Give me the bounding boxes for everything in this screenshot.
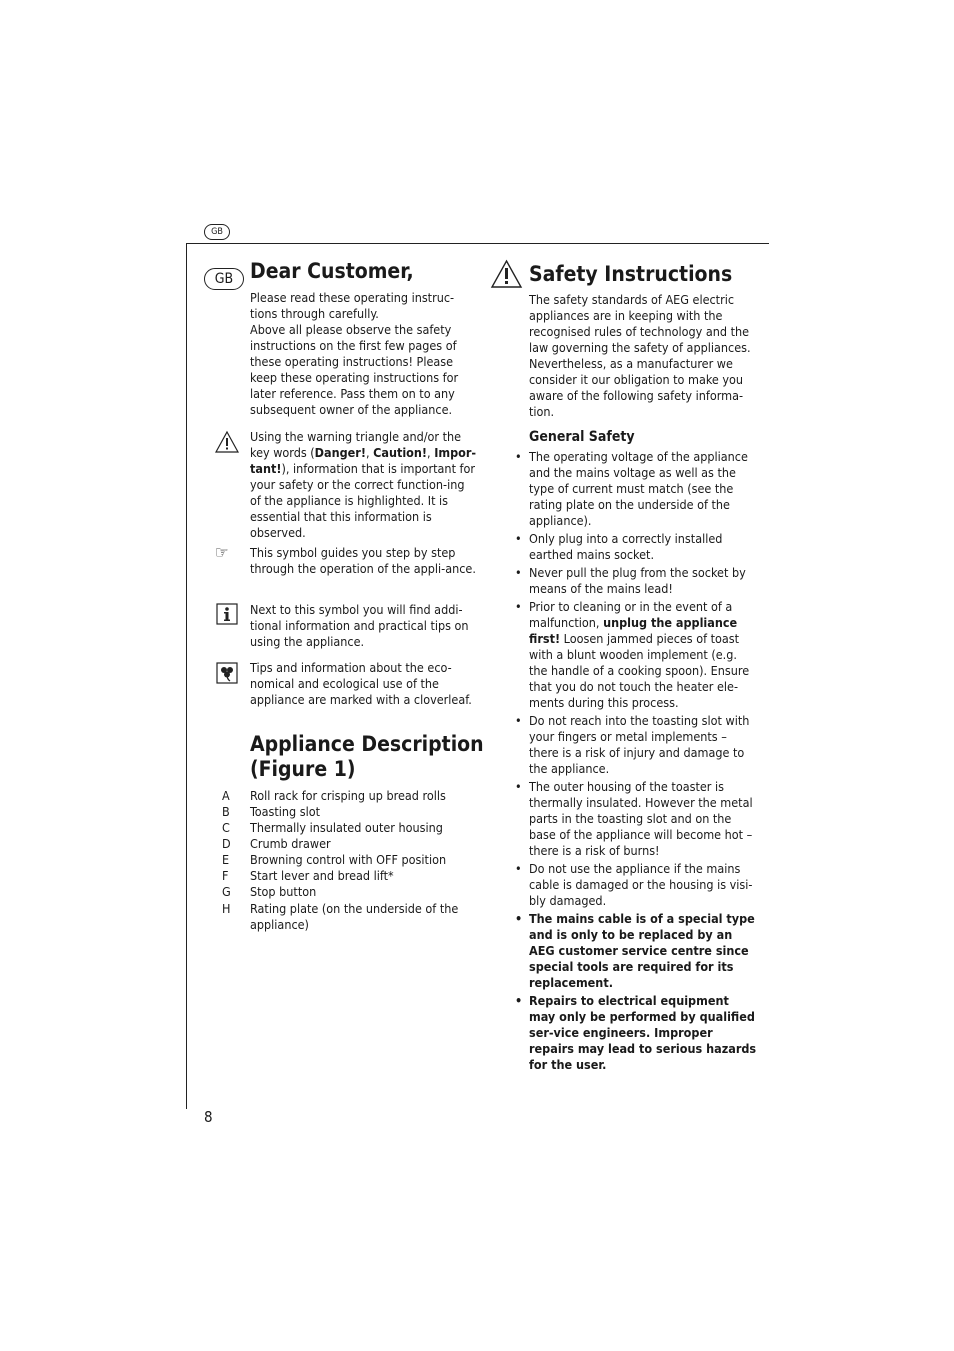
safety-bullet: [529, 599, 757, 711]
intro-block: [250, 290, 478, 418]
appliance-title-line-1: Appliance Description: [250, 732, 484, 756]
keyword-caution: Caution!: [373, 445, 428, 460]
general-safety-list: [529, 449, 757, 1075]
bullet-text-pre: Prior to cleaning or in the event of a malfunction,: [529, 599, 733, 630]
appliance-title-line-2: (Figure 1): [250, 757, 356, 781]
legend-letter: A: [222, 788, 230, 803]
appliance-legend: [222, 788, 482, 948]
safety-bullet: • Never pull the plug from the socket by means of the mains lead!: [529, 565, 757, 597]
info-icon: [216, 603, 238, 625]
warning-triangle-icon: [215, 430, 239, 454]
legend-desc: Crumb drawer: [250, 836, 331, 851]
safety-bullet: • Do not reach into the toasting slot with your fingers or metal implements – there is a risk of injury and damage to the appliance.: [529, 713, 757, 777]
header-rule: [186, 243, 769, 244]
legend-desc: Browning control with OFF position: [250, 852, 447, 867]
intro-paragraph-1: Please read these operating instruc-tions through carefully.: [250, 290, 455, 321]
legend-letter: D: [222, 836, 231, 851]
dear-customer-title: Dear Customer,: [250, 259, 414, 283]
safety-bullet: • Do not use the appliance if the mains cable is damaged or the housing is visi-bly damaged.: [529, 861, 757, 909]
legend-letter: B: [222, 804, 230, 819]
legend-letter: F: [222, 868, 229, 883]
legend-desc: Thermally insulated outer housing: [250, 820, 443, 835]
intro-paragraph-2: Above all please observe the safety instructions on the first few pages of these operating instructions! Please keep these operating instructions for later reference. Pass them on to any subsequent owner of the appliance.: [250, 322, 459, 417]
legend-letter: C: [222, 820, 230, 835]
general-safety-heading: General Safety: [529, 429, 635, 445]
margin-rule: [186, 243, 187, 1109]
cloverleaf-icon: [216, 662, 238, 684]
safety-instructions-title: Safety Instructions: [529, 262, 733, 286]
safety-bullet: • The outer housing of the toaster is thermally insulated. However the metal parts in the toasting slot and on the base of the appliance will become hot – there is a risk of burns!: [529, 779, 757, 859]
legend-desc: Roll rack for crisping up bread rolls: [250, 788, 446, 803]
safety-warning-triangle-icon: [490, 259, 523, 289]
safety-bullet: • Repairs to electrical equipment may only be performed by qualified ser-vice engineers. Improper repairs may lead to serious hazards for the user.: [529, 993, 757, 1073]
safety-bullet: • The operating voltage of the appliance and the mains voltage as well as the type of current must match (see the rating plate on the underside of the appliance).: [529, 449, 757, 529]
info-symbol-text: Next to this symbol you will find addi-tional information and practical tips on using the appliance.: [250, 602, 469, 649]
legend-desc: Toasting slot: [250, 804, 321, 819]
legend-letter: H: [222, 901, 231, 916]
appliance-description-title: [250, 732, 490, 782]
bullet-text-post: Loosen jammed pieces of toast with a blunt wooden implement (e.g. the handle of a cooking spoon). Ensure that you do not touch the heater ele-ments during this process.: [529, 631, 750, 710]
safety-bullet: • The mains cable is of a special type and is only to be replaced by an AEG customer service centre since special tools are required for its replacement.: [529, 911, 757, 991]
bullet-text-bold: unplug the appliance first!: [529, 615, 738, 646]
safety-intro-text: The safety standards of AEG electric appliances are in keeping with the recognised rules of technology and the law governing the safety of appliances. Nevertheless, as a manufacturer we consider it our obligation to make you aware of the following safety informa-tion.: [529, 292, 751, 419]
legend-desc: Start lever and bread lift*: [250, 868, 394, 883]
keyword-important: Impor-tant!: [250, 445, 477, 476]
pointing-hand-icon: ☞: [215, 543, 229, 563]
warning-text: Using the warning triangle and/or the key words (Danger!, Caution!, Impor-tant!), information that is important for your safety or the correct function-ing of the appliance is highlighted. It is essential that this information is observed.: [250, 429, 477, 540]
legend-desc: Rating plate (on the underside of the appliance): [250, 901, 459, 932]
warning-text-post: ), information that is important for your safety or the correct function-ing of the appliance is highlighted. It is essential that this information is observed.: [250, 461, 475, 540]
legend-desc: Stop button: [250, 884, 317, 899]
cloverleaf-symbol-text: Tips and information about the eco-nomical and ecological use of the appliance are marked with a cloverleaf.: [250, 660, 472, 707]
page-number: 8: [204, 1108, 213, 1126]
hand-symbol-text: This symbol guides you step by step through the operation of the appli-ance.: [250, 545, 476, 576]
safety-bullet: • Only plug into a correctly installed earthed mains socket.: [529, 531, 757, 563]
legend-letter: E: [222, 852, 230, 867]
language-badge: GB: [204, 268, 244, 290]
legend-letter: G: [222, 884, 231, 899]
language-badge-small: GB: [204, 224, 230, 240]
warning-text-pre: Using the warning triangle and/or the key words (: [250, 429, 462, 460]
keyword-danger: Danger!: [314, 445, 366, 460]
